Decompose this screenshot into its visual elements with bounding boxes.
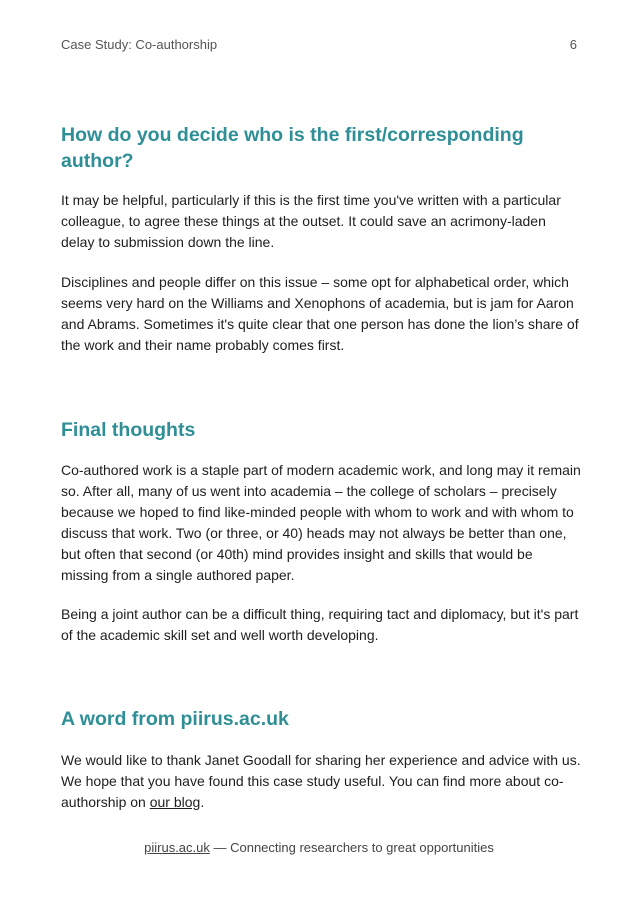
section-heading: How do you decide who is the first/corresponding author? <box>61 124 524 172</box>
footer-site-link[interactable]: piirus.ac.uk <box>144 840 210 855</box>
section-word-from-piirus <box>61 706 581 732</box>
blog-link[interactable]: our blog <box>149 794 201 810</box>
paragraph-text: We would like to thank Janet Goodall for sharing her experience and advice with us. We hope that you have found this case study useful. You can find more about co-authorship on <box>61 752 581 810</box>
document-title: Case Study: Co-authorship <box>61 37 218 52</box>
section-corresponding-author <box>61 122 581 174</box>
section-paragraph-block <box>61 460 581 586</box>
paragraph <box>61 750 581 813</box>
page-footer <box>0 840 638 855</box>
paragraph: Being a joint author can be a difficult thing, requiring tact and diplomacy, but it's part of the academic skill set and well worth developing. <box>61 606 579 643</box>
section-paragraph-block <box>61 750 581 813</box>
page-number: 6 <box>569 37 577 52</box>
paragraph-text-end: . <box>200 794 205 810</box>
paragraph: It may be helpful, particularly if this is the first time you've written with a particular colleague, to agree these things at the outset. It could save an acrimony-laden delay to submission down the line. <box>61 192 561 250</box>
section-heading: Final thoughts <box>61 419 196 441</box>
paragraph: Disciplines and people differ on this issue – some opt for alphabetical order, which seems very hard on the Williams and Xenophons of academia, but is jam for Aaron and Abrams. Sometimes it's quite clear that one person has done the lion’s share of the work and their name probably comes first. <box>61 274 579 353</box>
section-paragraph-block <box>61 272 581 356</box>
footer-tagline: — Connecting researchers to great opportunities <box>209 840 494 855</box>
paragraph: Co-authored work is a staple part of modern academic work, and long may it remain so. After all, many of us went into academia – the college of scholars – precisely because we hoped to find like-minded people with whom to work and with whom to discuss that work. Two (or three, or 40) heads may not always be better than one, but often that second (or 40th) mind provides insight and skills that would be missing from a single authored paper. <box>61 462 581 583</box>
running-header <box>61 37 577 52</box>
section-paragraph-block <box>61 604 581 646</box>
section-paragraph-block <box>61 190 581 253</box>
section-final-thoughts <box>61 417 581 443</box>
section-heading: A word from piirus.ac.uk <box>61 708 289 730</box>
